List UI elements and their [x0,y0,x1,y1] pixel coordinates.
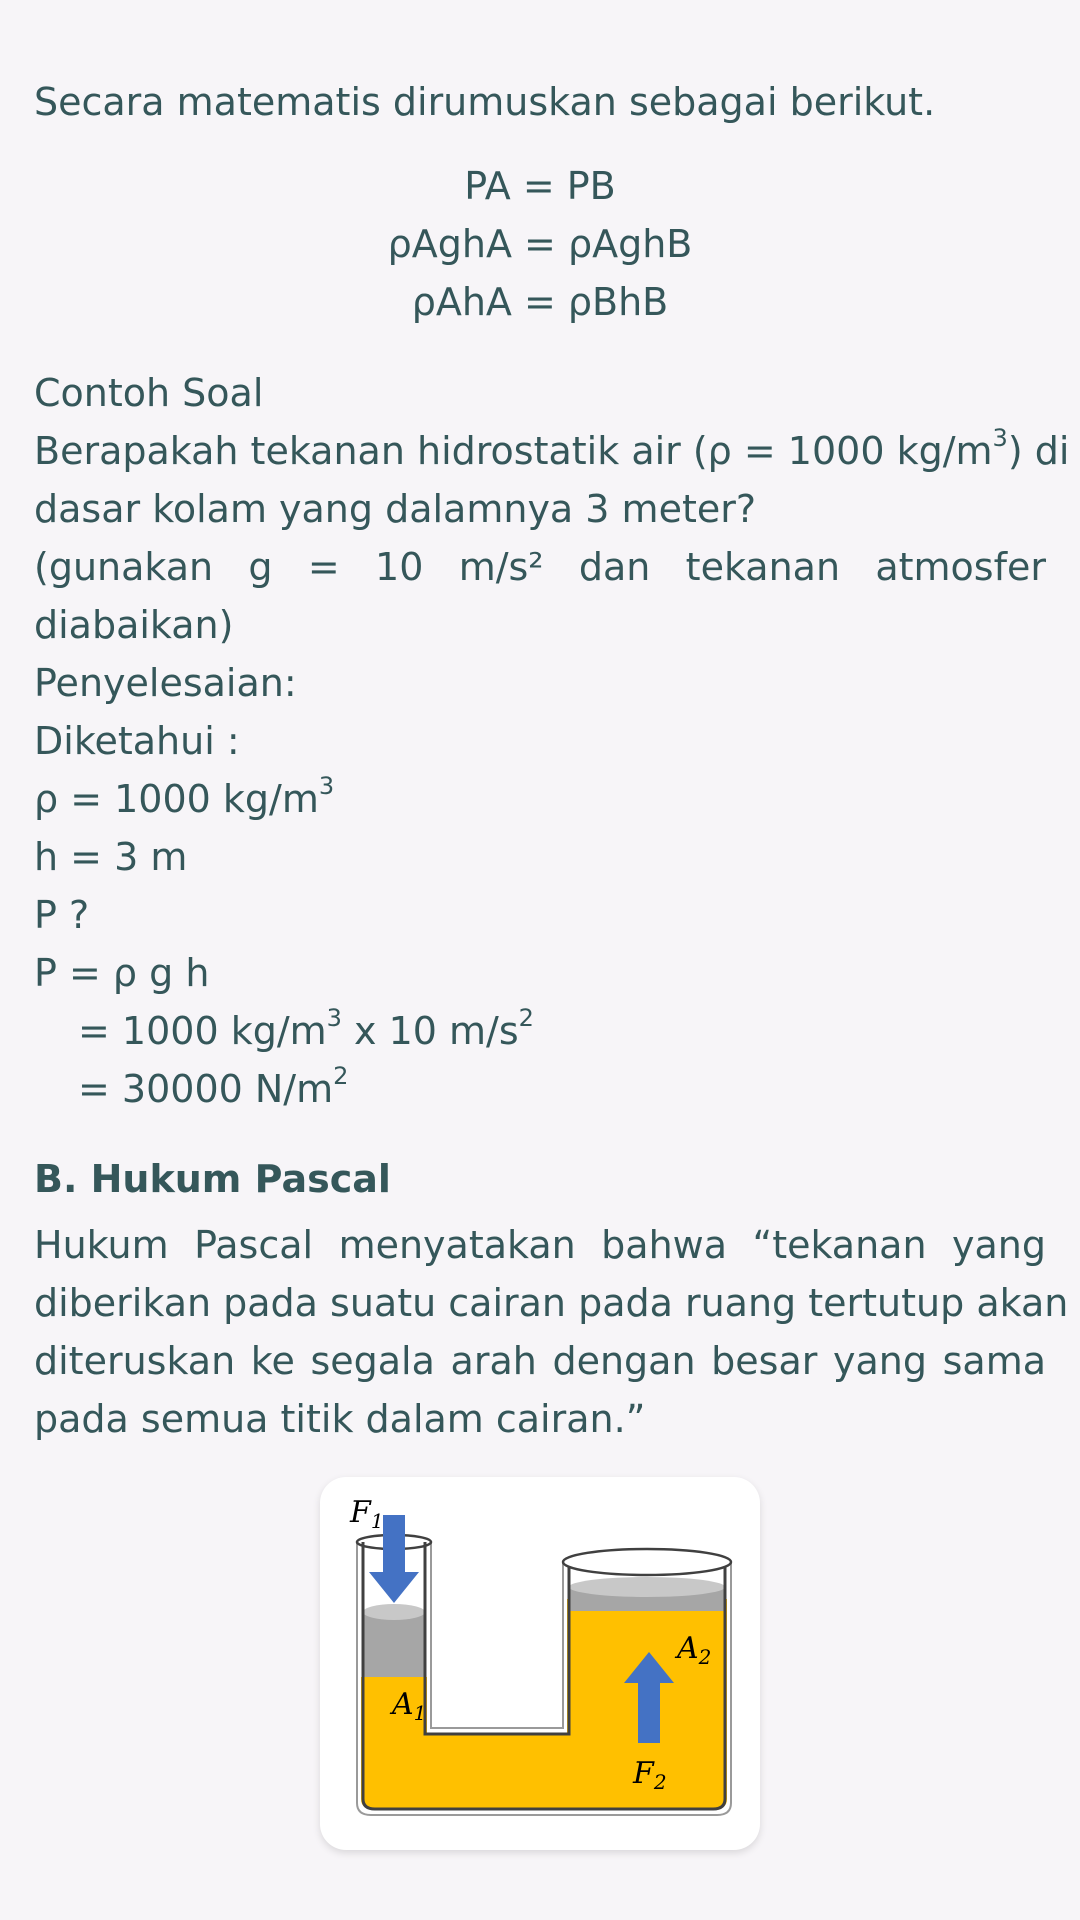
known-rho: ρ = 1000 $kg/m^3$ [34,772,335,821]
note-line-1: (gunakan g = 10 m/s² dan tekanan atmosfer [34,545,1046,589]
question-line-1-main: Berapakah tekanan hidrostatik air (ρ = 1000 $kg/m^3$) di [34,424,1070,473]
note-line-2: diabaikan) [34,603,234,647]
known-h: h = 3 m [34,835,188,879]
pascal-diagram [320,1477,760,1850]
question-line-1 [34,422,1070,480]
formula: P = ρ g h [34,951,210,995]
paragraph-line-4: pada semua titik dalam cairan.” [34,1397,646,1441]
solution-heading: Penyelesaian: [34,661,297,705]
step-1: = 1000 $kg/m^3$ x 10 $m/s^2$ [78,1004,534,1053]
paragraph-line-2: diberikan pada suatu cairan pada ruang tertutup akan [34,1281,1069,1325]
question-line-2: dasar kolam yang dalamnya 3 meter? [34,487,757,531]
intro-text: Secara matematis dirumuskan sebagai berikut. [34,80,936,124]
paragraph-line-3: diteruskan ke segala arah dengan besar yang sama [34,1339,1046,1383]
pascal-figure-card [320,1477,760,1850]
known-heading: Diketahui : [34,719,240,763]
exponent: 3 [992,424,1008,453]
section-title: B. Hukum Pascal [34,1157,391,1201]
small-piston [363,1612,425,1677]
equation-1: PA = PB [464,164,616,208]
example-heading: Contoh Soal [34,371,264,415]
equation-2: ρAghA = ρAghB [387,222,693,266]
step-2: = 30000 $N/m^2$ [78,1062,349,1111]
label-f1: $F_1$ [350,1495,384,1533]
label-a1: $A_1$ [392,1687,427,1725]
paragraph-line-1: Hukum Pascal menyatakan bahwa “tekanan yang [34,1223,1046,1267]
equation-3: ρAhA = ρBhB [411,280,669,324]
label-f2: $F_2$ [633,1756,667,1794]
asked: P ? [34,893,90,937]
label-a2: $A_2$ [677,1631,712,1669]
